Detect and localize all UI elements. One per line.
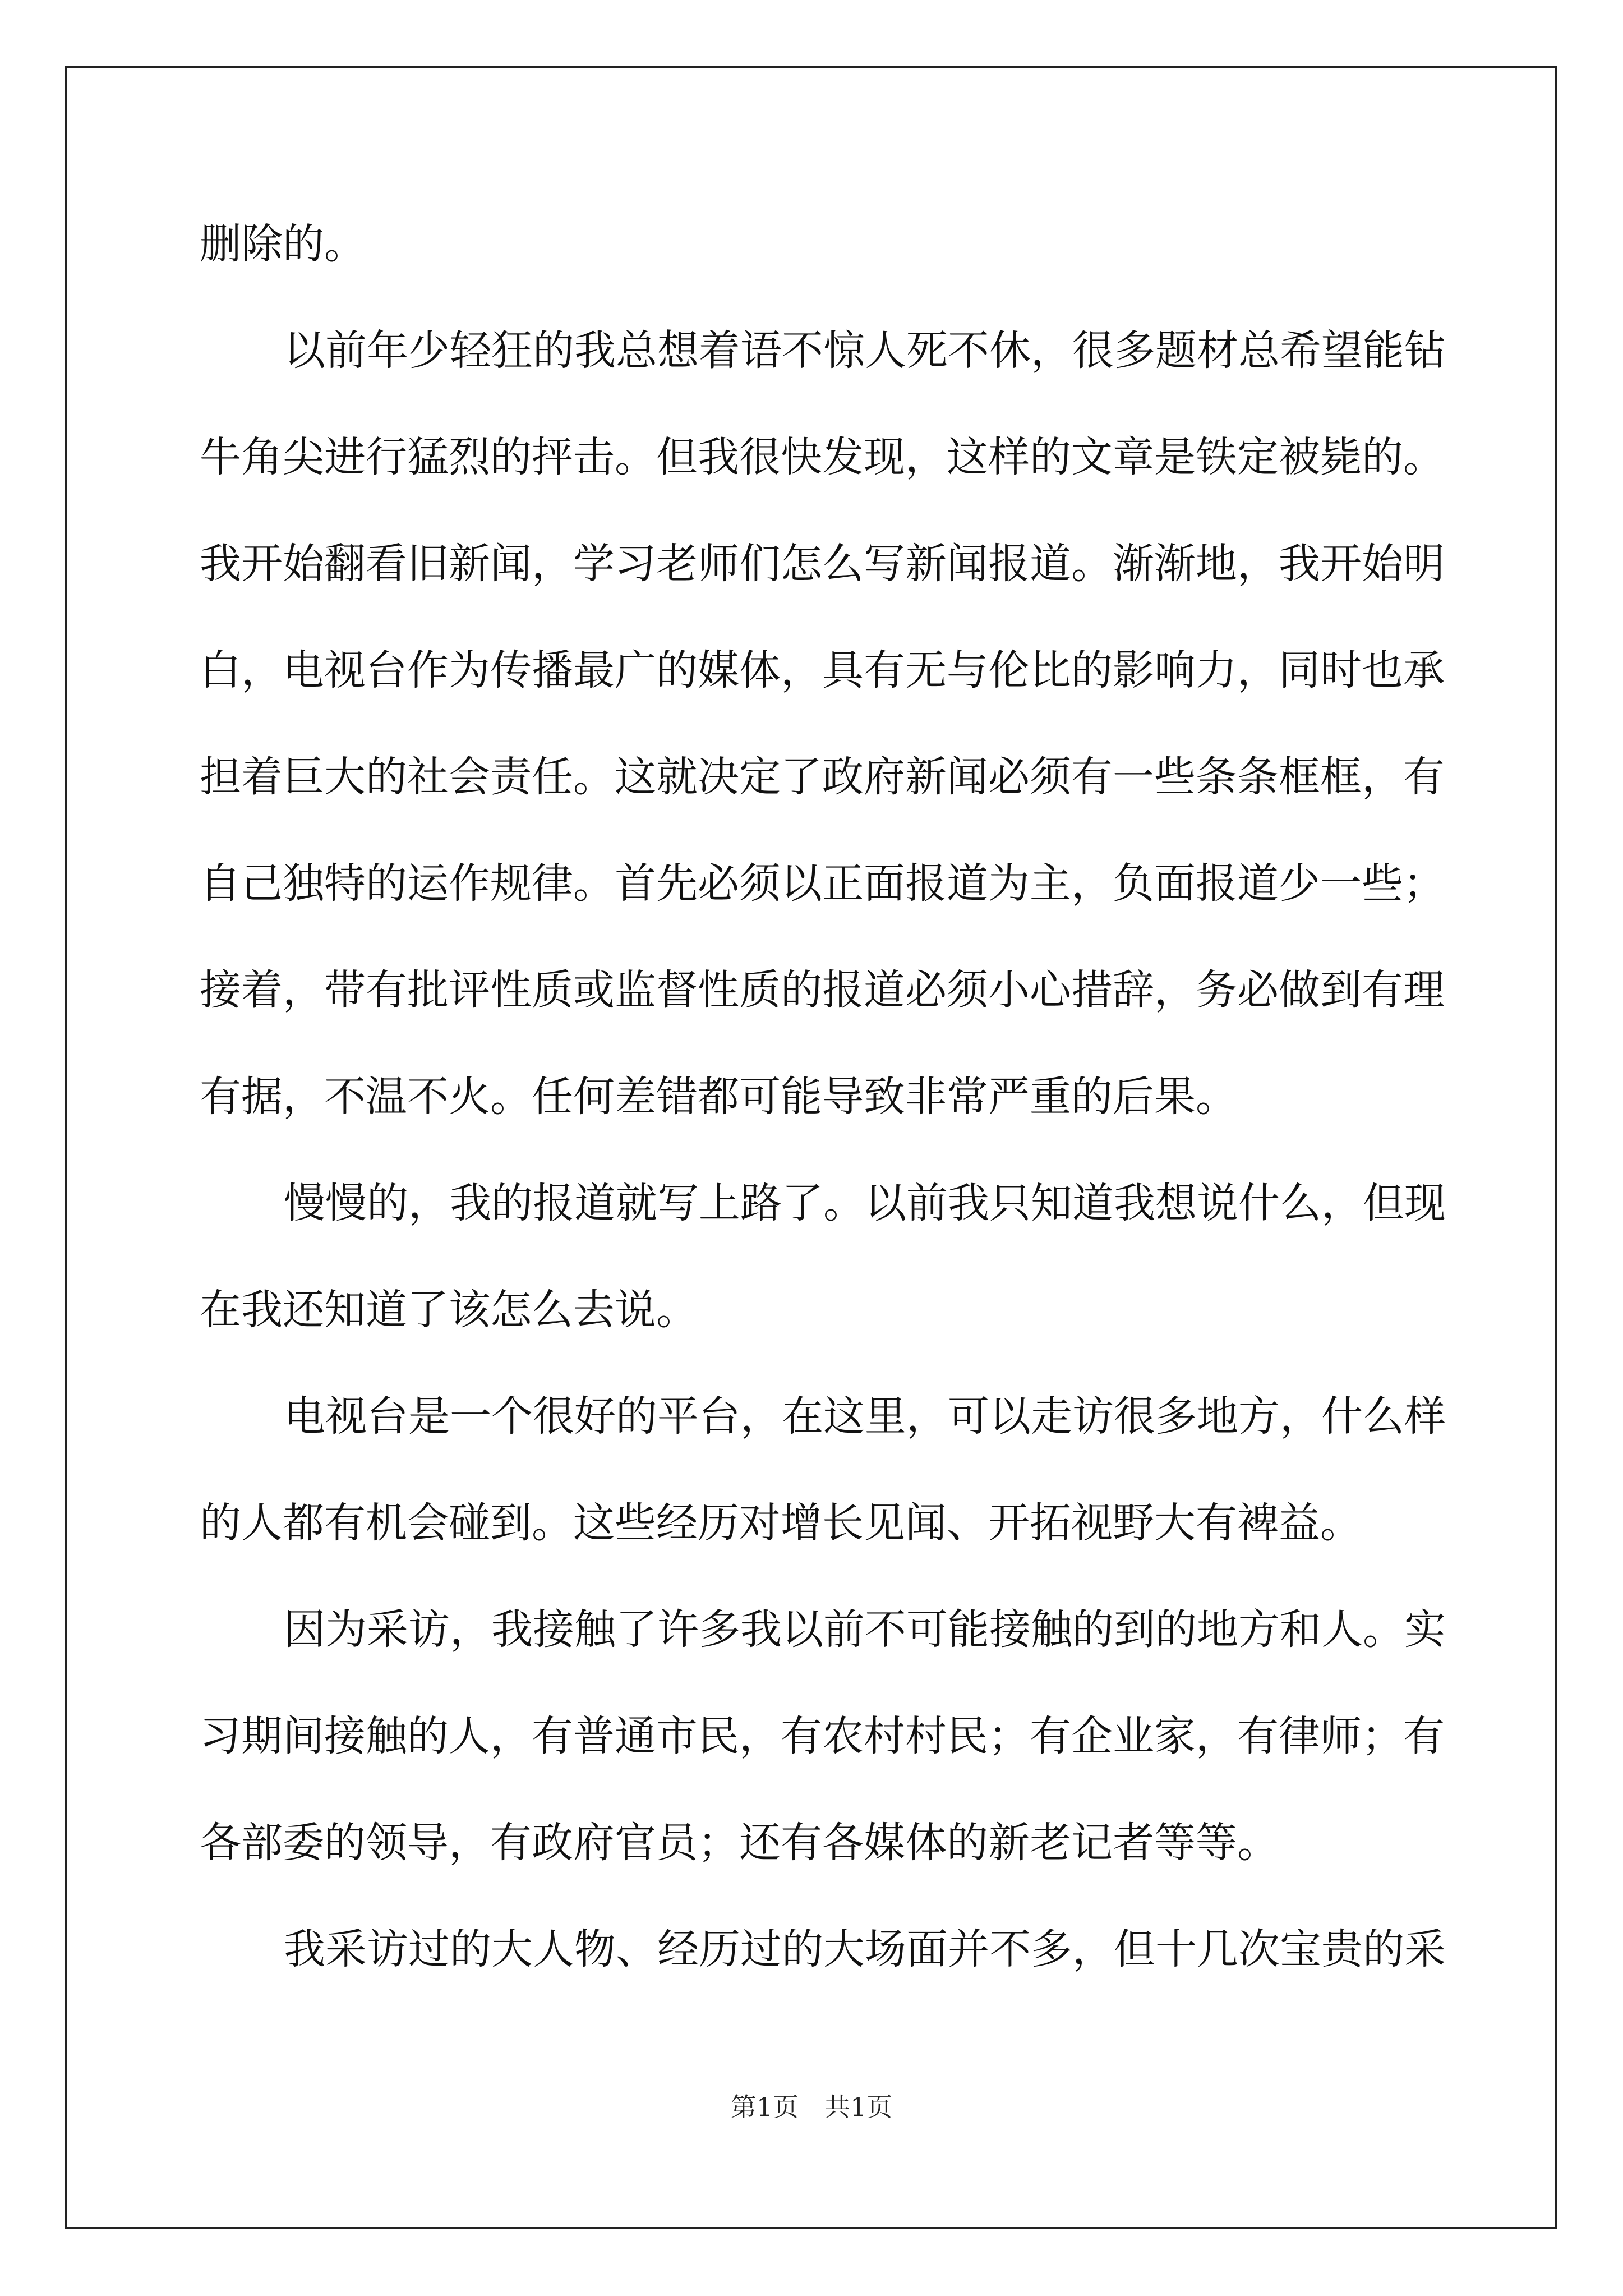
text-line: 删除的。 [200, 220, 366, 268]
page-footer [0, 2087, 1623, 2124]
text-line: 自己独特的运作规律。首先必须以正面报道为主，负面报道少一些； [200, 859, 1445, 908]
text-line: 的人都有机会碰到。这些经历对增长见闻、开拓视野大有裨益。 [200, 1499, 1362, 1547]
text-line: 电视台是一个很好的平台，在这里，可以走访很多地方，什么样 [284, 1392, 1446, 1441]
page-total: 共1页 [824, 2092, 893, 2122]
document-body [200, 191, 1446, 2003]
text-line: 牛角尖进行猛烈的抨击。但我很快发现，这样的文章是铁定被毙的。 [200, 433, 1445, 481]
text-line: 我开始翻看旧新闻，学习老师们怎么写新闻报道。渐渐地，我开始明 [200, 540, 1445, 588]
text-line: 接着，带有批评性质或监督性质的报道必须小心措辞，务必做到有理 [200, 966, 1445, 1014]
text-line: 习期间接触的人，有普通市民，有农村村民；有企业家，有律师；有 [200, 1712, 1445, 1760]
text-line: 因为采访，我接触了许多我以前不可能接触的到的地方和人。实 [284, 1605, 1446, 1654]
page-number: 第1页 [730, 2092, 799, 2122]
text-line: 慢慢的，我的报道就写上路了。以前我只知道我想说什么，但现 [284, 1179, 1446, 1227]
text-line: 以前年少轻狂的我总想着语不惊人死不休，很多题材总希望能钻 [284, 326, 1446, 375]
text-line: 在我还知道了该怎么去说。 [200, 1286, 698, 1334]
text-line: 我采访过的大人物、经历过的大场面并不多，但十几次宝贵的采 [284, 1925, 1446, 1973]
text-line: 有据，不温不火。任何差错都可能导致非常严重的后果。 [200, 1073, 1237, 1121]
text-line: 担着巨大的社会责任。这就决定了政府新闻必须有一些条条框框，有 [200, 753, 1445, 801]
text-line: 各部委的领导，有政府官员；还有各媒体的新老记者等等。 [200, 1819, 1279, 1867]
text-line: 白，电视台作为传播最广的媒体，具有无与伦比的影响力，同时也承 [200, 646, 1445, 694]
